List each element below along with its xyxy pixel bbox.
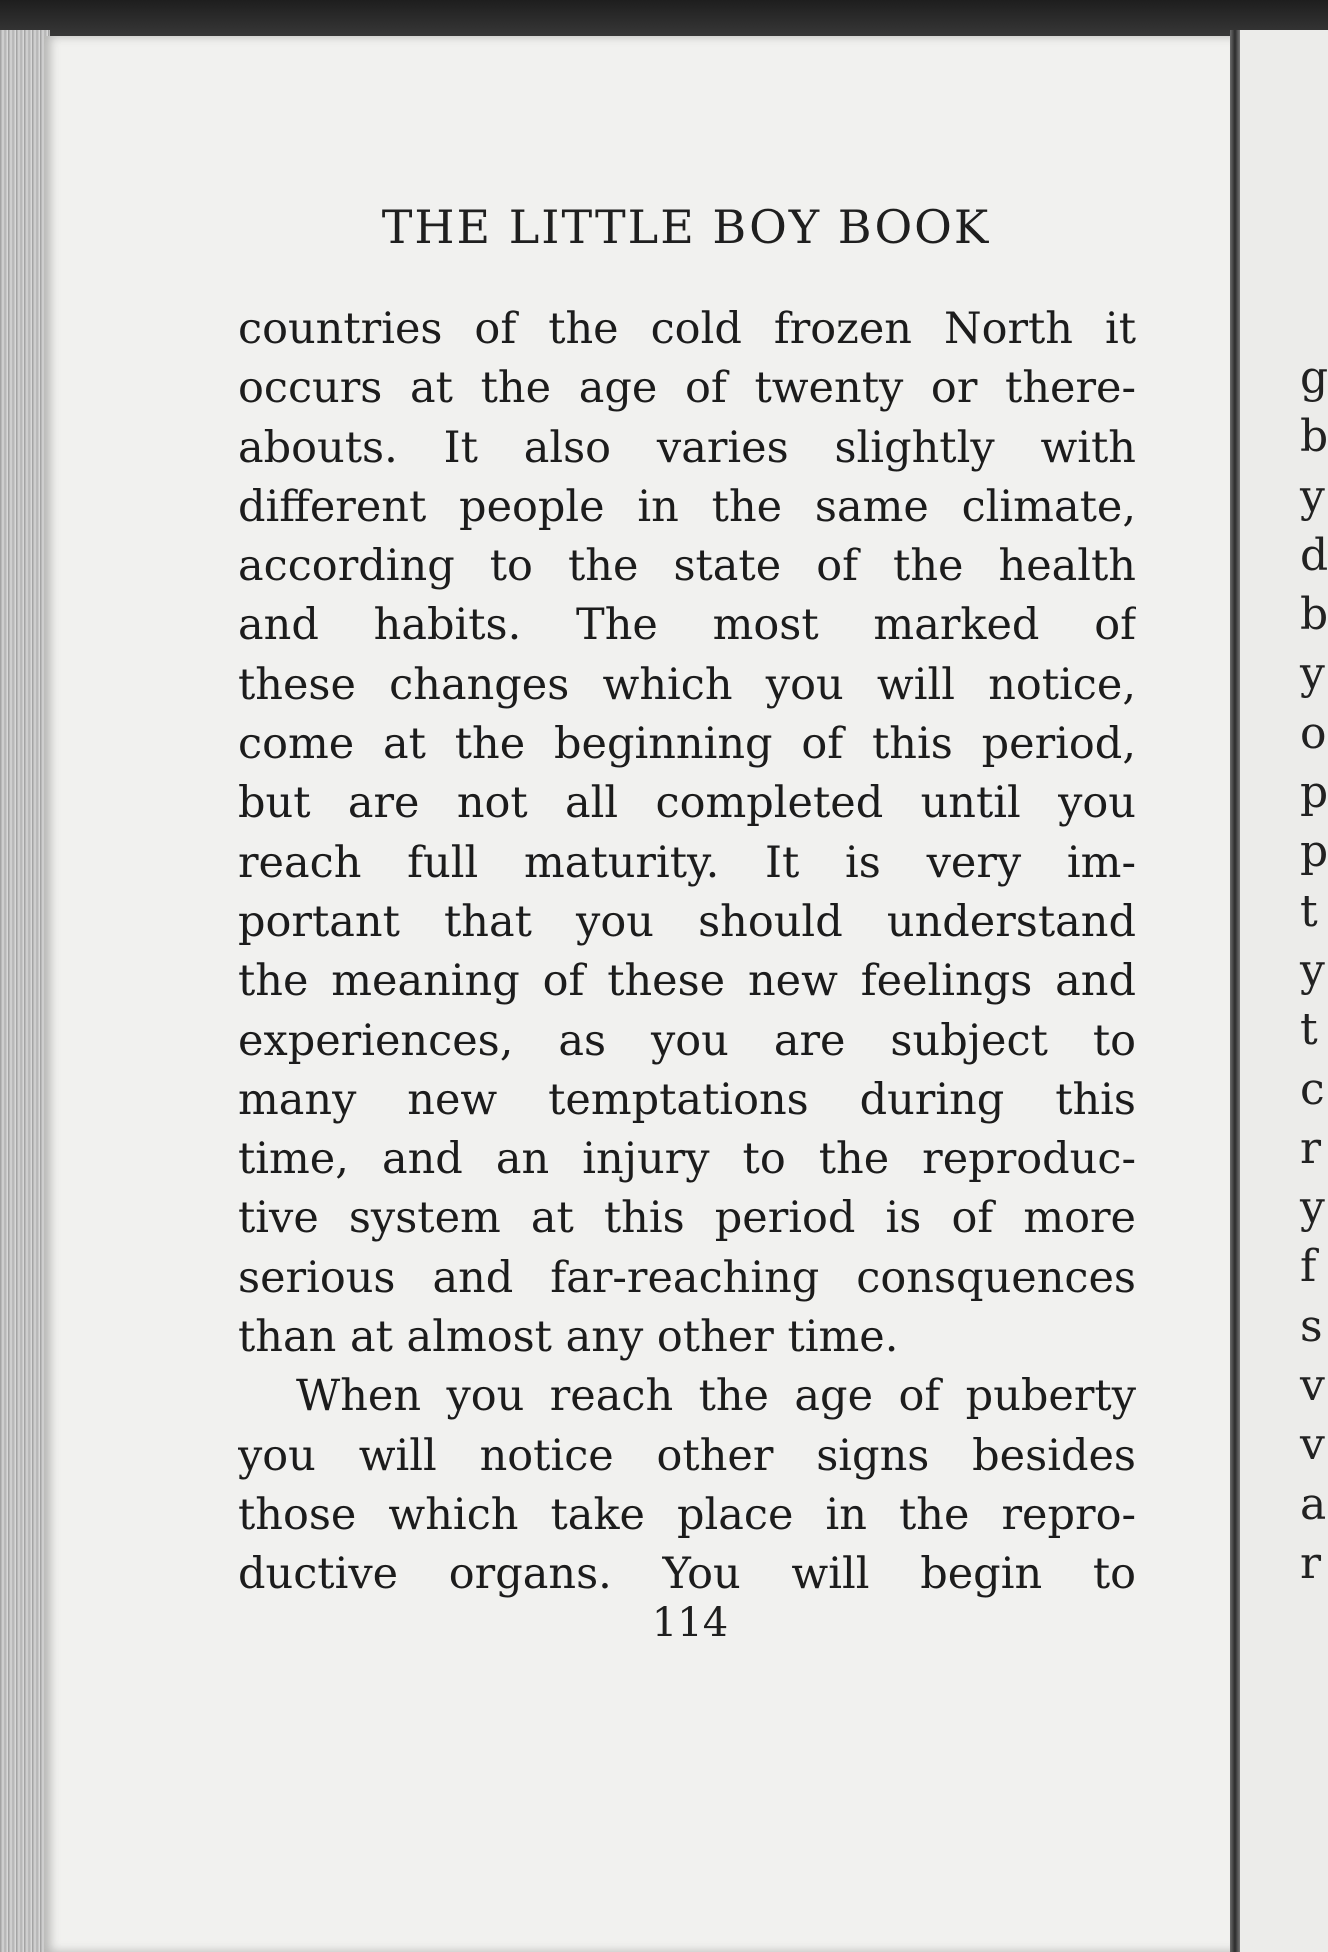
facing-letter: c xyxy=(1300,1063,1325,1115)
text-line: time, and an injury to the reproduc- xyxy=(238,1134,1136,1185)
text-line: occurs at the age of twenty or there- xyxy=(238,363,1136,414)
facing-letter: d xyxy=(1300,529,1328,581)
facing-letter: f xyxy=(1300,1241,1317,1293)
facing-letter: t xyxy=(1300,885,1318,937)
text-line: experiences, as you are subject to xyxy=(238,1015,1136,1066)
text-line: ductive organs. You will begin to xyxy=(238,1549,1136,1600)
facing-letter: p xyxy=(1300,767,1328,819)
facing-letter: y xyxy=(1300,470,1325,522)
text-line: countries of the cold frozen North it xyxy=(238,304,1136,354)
text-line: come at the beginning of this period, xyxy=(238,719,1136,770)
text-line: different people in the same climate, xyxy=(238,481,1136,532)
facing-letter: y xyxy=(1300,648,1325,700)
facing-letter: y xyxy=(1300,1182,1325,1234)
facing-page-letters xyxy=(1300,348,1328,1593)
facing-letter: t xyxy=(1300,1004,1318,1056)
facing-letter: r xyxy=(1300,1537,1322,1589)
facing-letter: a xyxy=(1300,1478,1327,1530)
page-body xyxy=(238,300,1136,1605)
text-line: tive system at this period is of more xyxy=(238,1193,1136,1244)
text-line: many new temptations during this xyxy=(238,1074,1136,1125)
text-line: reach full maturity. It is very im- xyxy=(238,837,1136,888)
text-line: When you reach the age of puberty xyxy=(296,1371,1136,1422)
facing-letter: s xyxy=(1300,1300,1323,1352)
text-line: these changes which you will notice, xyxy=(238,659,1136,710)
text-line: portant that you should understand xyxy=(238,896,1136,947)
running-header: THE LITTLE BOY BOOK xyxy=(381,200,991,254)
facing-letter: b xyxy=(1300,411,1328,463)
facing-letter: v xyxy=(1300,1419,1325,1471)
facing-letter: r xyxy=(1300,1122,1322,1174)
text-line: than at almost any other time. xyxy=(238,1312,899,1363)
text-line: the meaning of these new feelings and xyxy=(238,956,1136,1007)
text-line: according to the state of the health xyxy=(238,541,1136,592)
text-line: you will notice other signs besides xyxy=(238,1430,1136,1481)
text-line: those which take place in the repro- xyxy=(238,1489,1136,1540)
page-edge-stack xyxy=(0,30,50,1952)
text-line: and habits. The most marked of xyxy=(238,600,1136,651)
scan-top-edge xyxy=(0,0,1328,40)
text-line: but are not all completed until you xyxy=(238,778,1136,829)
facing-letter: p xyxy=(1300,826,1328,878)
book-gutter xyxy=(1230,30,1240,1952)
facing-letter: g xyxy=(1300,352,1328,403)
text-line: serious and far-reaching consquences xyxy=(238,1252,1136,1303)
facing-letter: v xyxy=(1300,1360,1325,1412)
facing-letter: y xyxy=(1300,944,1325,996)
facing-letter: o xyxy=(1300,707,1327,759)
facing-letter: b xyxy=(1300,589,1328,641)
page-number: 114 xyxy=(651,1600,729,1646)
text-line: abouts. It also varies slightly with xyxy=(238,422,1136,473)
